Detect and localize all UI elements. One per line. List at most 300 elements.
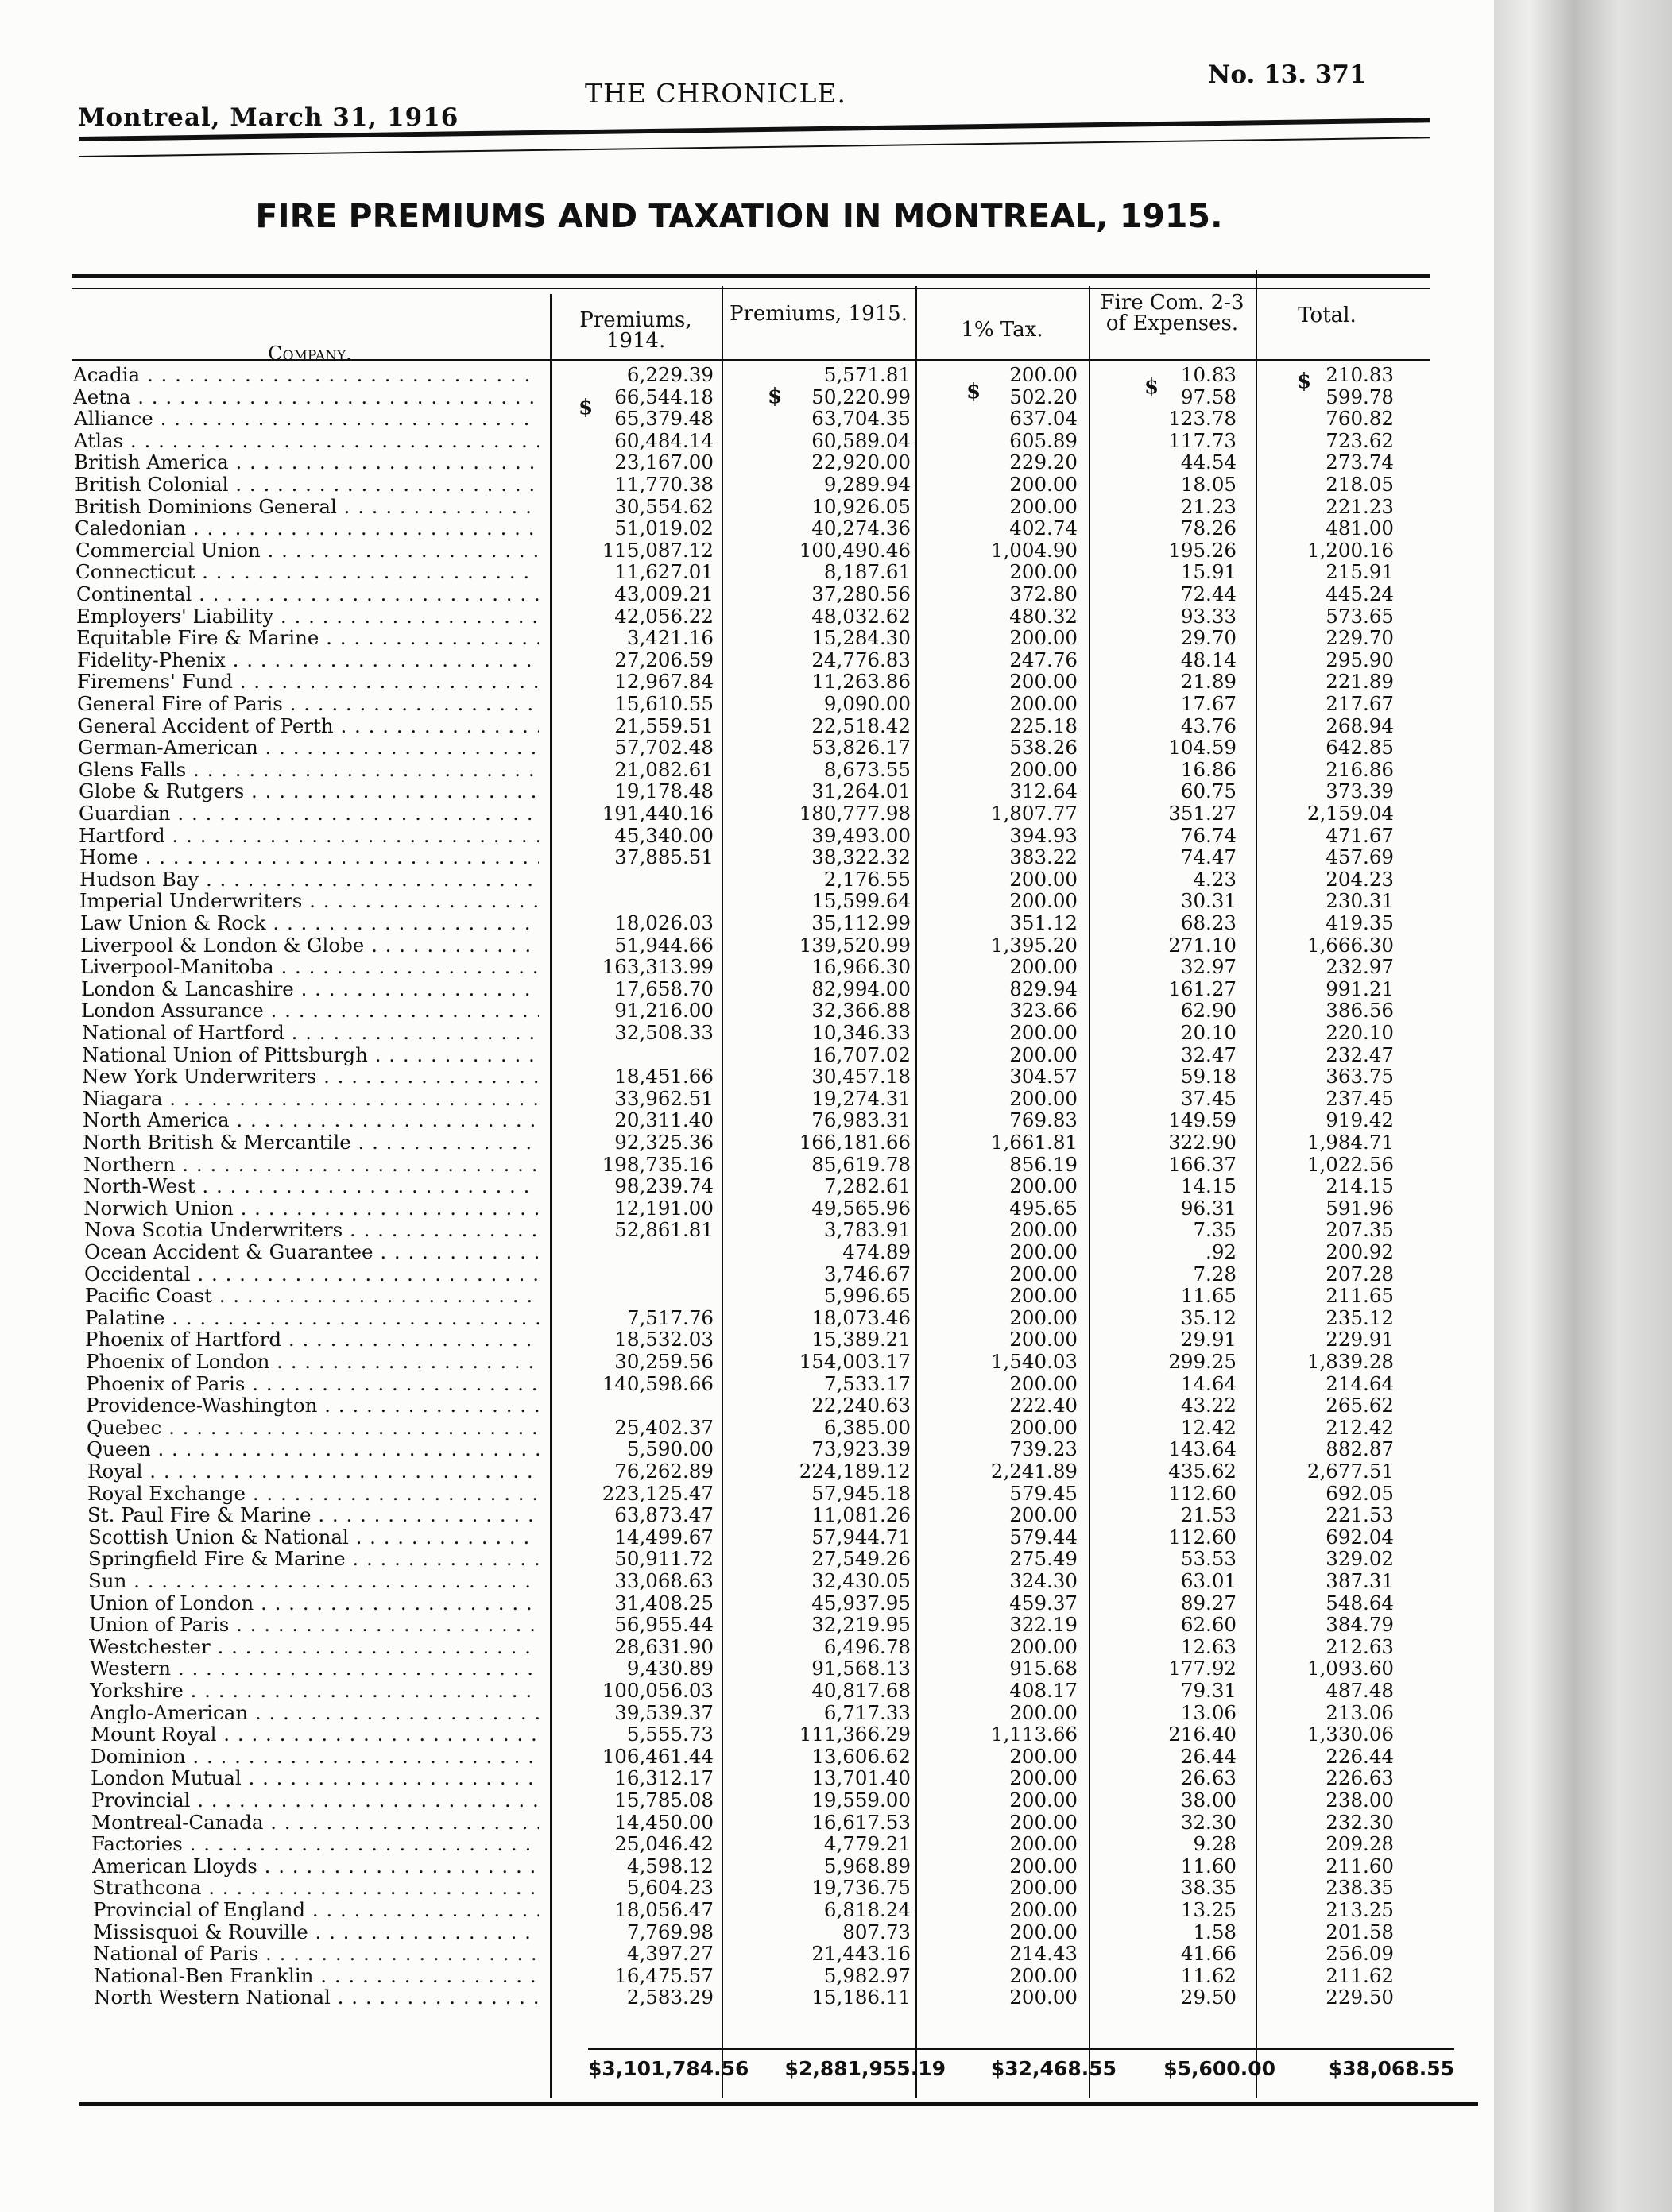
total-amount: 2,159.04 xyxy=(1306,802,1394,825)
fire-com-amount: 89.27 xyxy=(1180,1591,1237,1615)
premiums-1915: 82,994.00 xyxy=(811,976,911,1000)
company-name: Montreal-Canada . . . xyxy=(91,1812,539,1834)
bottom-rule xyxy=(79,2102,1478,2106)
fire-com-amount: 322.90 xyxy=(1168,1131,1237,1154)
premiums-1914: 198,735.16 xyxy=(602,1152,714,1176)
total-amount: 1,093.60 xyxy=(1306,1657,1394,1680)
total-amount: 363.75 xyxy=(1326,1065,1394,1089)
company-name: Acadia . . . xyxy=(73,364,539,386)
tax-amount: 200.00 xyxy=(1009,1832,1078,1856)
premiums-1914: 65,379.48 xyxy=(614,407,714,431)
premiums-1915: 10,346.33 xyxy=(811,1021,911,1044)
fire-com-amount: 123.78 xyxy=(1168,407,1237,431)
premiums-1914: 39,539.37 xyxy=(614,1700,714,1724)
tax-amount: 247.76 xyxy=(1009,648,1078,671)
fire-com-amount: 9.28 xyxy=(1193,1832,1237,1856)
premiums-1914: 5,604.23 xyxy=(626,1876,714,1900)
premiums-1915: 63,704.35 xyxy=(811,407,911,431)
tax-amount: 383.22 xyxy=(1009,845,1078,869)
total-premiums-1915: $2,881,955.19 xyxy=(784,2057,946,2080)
fire-com-amount: 32.97 xyxy=(1180,955,1237,979)
premiums-1914: 25,402.37 xyxy=(614,1415,714,1439)
premiums-1914: 45,340.00 xyxy=(614,823,714,847)
tax-amount: 200.00 xyxy=(1009,560,1078,584)
total-amount: 221.23 xyxy=(1326,494,1394,518)
col-header-fire-com: Fire Com. 2-3 of Expenses. xyxy=(1100,291,1244,335)
table-row xyxy=(0,1307,1478,1329)
total-amount: 723.62 xyxy=(1326,428,1394,452)
tax-amount: 200.00 xyxy=(1009,692,1078,715)
tax-amount: 637.04 xyxy=(1009,407,1078,431)
fire-com-amount: 21.23 xyxy=(1180,494,1237,518)
fire-com-amount: 29.91 xyxy=(1180,1328,1237,1352)
fire-com-amount: .92 xyxy=(1206,1240,1237,1263)
table-row xyxy=(0,1636,1478,1658)
col-header-company: Company. xyxy=(268,342,352,365)
premiums-1914: 76,262.89 xyxy=(614,1460,714,1483)
total-amount: 548.64 xyxy=(1326,1591,1394,1615)
table-row xyxy=(0,627,1478,649)
total-amount: 214.64 xyxy=(1326,1371,1394,1395)
table-row xyxy=(0,1154,1478,1176)
total-amount: 256.09 xyxy=(1326,1942,1394,1966)
company-name: North British & Mercantile . . . xyxy=(83,1131,539,1154)
issue-page-number: No. 13. 371 xyxy=(1208,60,1367,89)
company-name: Strathcona . . . xyxy=(92,1877,539,1899)
fire-com-amount: 16.86 xyxy=(1180,757,1237,781)
company-name: General Accident of Perth . . . xyxy=(78,715,539,737)
premiums-1914: 30,554.62 xyxy=(614,494,714,518)
tax-amount: 351.12 xyxy=(1009,911,1078,934)
company-name: Employers' Liability . . . xyxy=(76,605,539,628)
table-row xyxy=(0,715,1478,737)
premiums-1914: 16,312.17 xyxy=(614,1766,714,1790)
total-amount: 487.48 xyxy=(1326,1679,1394,1702)
total-amount: 1,666.30 xyxy=(1306,933,1394,957)
total-amount: 599.78 xyxy=(1326,385,1394,408)
tax-amount: 200.00 xyxy=(1009,955,1078,979)
tax-amount: 200.00 xyxy=(1009,1503,1078,1527)
fire-com-amount: 76.74 xyxy=(1180,823,1237,847)
company-name: Factories . . . xyxy=(91,1833,539,1855)
premiums-1915: 73,923.39 xyxy=(811,1437,911,1461)
premiums-1915: 53,826.17 xyxy=(811,736,911,760)
company-name: Aetna . . . xyxy=(73,386,539,408)
tax-amount: 312.64 xyxy=(1009,779,1078,803)
fire-com-amount: 30.31 xyxy=(1180,889,1237,913)
table-row xyxy=(0,1899,1478,1921)
premiums-1915: 15,284.30 xyxy=(811,626,911,650)
company-name: Connecticut . . . xyxy=(75,561,539,583)
table-row xyxy=(0,978,1478,1000)
total-amount: 419.35 xyxy=(1326,911,1394,934)
table-row xyxy=(0,430,1478,452)
tax-amount: 200.00 xyxy=(1009,1789,1078,1812)
fire-com-amount: 112.60 xyxy=(1168,1481,1237,1505)
fire-com-amount: 32.47 xyxy=(1180,1042,1237,1066)
premiums-1915: 16,966.30 xyxy=(811,955,911,979)
total-amount: 760.82 xyxy=(1326,407,1394,431)
total-fire-com: $5,600.00 xyxy=(1163,2057,1275,2080)
total-amount: 226.44 xyxy=(1326,1744,1394,1768)
total-premiums-1914: $3,101,784.56 xyxy=(588,2057,749,2080)
premiums-1915: 50,220.99 xyxy=(811,385,911,408)
table-row xyxy=(0,1943,1478,1965)
fire-com-amount: 29.50 xyxy=(1180,1986,1237,2009)
table-row xyxy=(0,956,1478,978)
total-amount: 229.50 xyxy=(1326,1986,1394,2009)
tax-amount: 200.00 xyxy=(1009,1963,1078,1987)
fire-com-amount: 21.89 xyxy=(1180,670,1237,694)
tax-amount: 200.00 xyxy=(1009,867,1078,891)
table-row xyxy=(0,1548,1478,1570)
total-amount: 919.42 xyxy=(1326,1108,1394,1132)
company-name: Scottish Union & National . . . xyxy=(88,1526,539,1549)
col-header-premiums-1914: Premiums, 1914. xyxy=(579,308,692,353)
table-row xyxy=(0,1131,1478,1154)
table-row xyxy=(0,780,1478,802)
fire-com-amount: 44.54 xyxy=(1180,451,1237,474)
company-name: Phoenix of Paris . . . xyxy=(86,1373,539,1395)
premiums-1915: 18,073.46 xyxy=(811,1305,911,1329)
company-name: Quebec . . . xyxy=(87,1417,539,1439)
fire-com-amount: 18.05 xyxy=(1180,473,1237,496)
tax-amount: 1,004.90 xyxy=(990,538,1078,562)
premiums-1914: 32,508.33 xyxy=(614,1021,714,1044)
company-name: Queen . . . xyxy=(87,1438,539,1460)
company-name: St. Paul Fire & Marine . . . xyxy=(87,1504,539,1526)
premiums-1914: 21,559.51 xyxy=(614,713,714,737)
fire-com-amount: 15.91 xyxy=(1180,560,1237,584)
premiums-1914: 52,861.81 xyxy=(614,1218,714,1242)
fire-com-amount: 195.26 xyxy=(1168,538,1237,562)
table-row xyxy=(0,1328,1478,1351)
premiums-1915: 45,937.95 xyxy=(811,1591,911,1615)
premiums-1915: 24,776.83 xyxy=(811,648,911,671)
company-name: North America . . . xyxy=(83,1109,539,1131)
table-row xyxy=(0,1394,1478,1417)
premiums-1914: 42,056.22 xyxy=(614,604,714,628)
company-name: General Fire of Paris . . . xyxy=(77,693,539,715)
table-row xyxy=(0,759,1478,781)
premiums-1914: 15,610.55 xyxy=(614,692,714,715)
table-row xyxy=(0,1812,1478,1834)
company-name: North Western National . . . xyxy=(94,1986,539,2009)
company-name: Guardian . . . xyxy=(79,802,539,825)
tax-amount: 200.00 xyxy=(1009,1634,1078,1658)
total-amount: 692.05 xyxy=(1326,1481,1394,1505)
running-head-date: Montreal, March 31, 1916 xyxy=(78,103,459,132)
total-amount: 1,984.71 xyxy=(1306,1131,1394,1154)
premiums-1915: 21,443.16 xyxy=(811,1942,911,1966)
company-name: Home . . . xyxy=(79,846,539,868)
table-row xyxy=(0,1109,1478,1131)
total-amount: 268.94 xyxy=(1326,713,1394,737)
tax-amount: 394.93 xyxy=(1009,823,1078,847)
total-amount: 201.58 xyxy=(1326,1920,1394,1943)
total-amount: 212.42 xyxy=(1326,1415,1394,1439)
total-amount: 232.30 xyxy=(1326,1810,1394,1834)
tax-amount: 480.32 xyxy=(1009,604,1078,628)
premiums-1915: 48,032.62 xyxy=(811,604,911,628)
premiums-1915: 180,777.98 xyxy=(799,802,911,825)
total-amount: 481.00 xyxy=(1326,516,1394,540)
fire-com-amount: 59.18 xyxy=(1180,1065,1237,1089)
company-name: Phoenix of Hartford . . . xyxy=(85,1328,539,1351)
company-name: Atlas . . . xyxy=(74,430,539,452)
tax-amount: 579.44 xyxy=(1009,1525,1078,1549)
premiums-1915: 9,090.00 xyxy=(823,692,911,715)
premiums-1915: 22,920.00 xyxy=(811,451,911,474)
fire-com-amount: 4.23 xyxy=(1193,867,1237,891)
tax-amount: 372.80 xyxy=(1009,582,1078,605)
premiums-1914: 3,421.16 xyxy=(626,626,714,650)
total-amount: 2,677.51 xyxy=(1306,1460,1394,1483)
total-amount: 212.63 xyxy=(1326,1634,1394,1658)
company-name: National of Paris . . . xyxy=(93,1943,539,1965)
premiums-1915: 807.73 xyxy=(842,1920,911,1943)
premiums-1914: 11,627.01 xyxy=(614,560,714,584)
fire-com-amount: 20.10 xyxy=(1180,1021,1237,1044)
premiums-1914: 63,873.47 xyxy=(614,1503,714,1527)
total-amount: 573.65 xyxy=(1326,604,1394,628)
total-amount: 232.47 xyxy=(1326,1042,1394,1066)
tax-amount: 459.37 xyxy=(1009,1591,1078,1615)
tax-amount: 200.00 xyxy=(1009,494,1078,518)
company-name: Norwich Union . . . xyxy=(83,1197,539,1220)
page-edge xyxy=(1494,0,1672,2212)
fire-com-amount: 21.53 xyxy=(1180,1503,1237,1527)
company-name: North-West . . . xyxy=(83,1175,539,1197)
company-name: Imperial Underwriters . . . xyxy=(79,890,539,912)
table-row xyxy=(0,1483,1478,1505)
tax-amount: 408.17 xyxy=(1009,1679,1078,1702)
premiums-1914: 115,087.12 xyxy=(602,538,714,562)
company-name: German-American . . . xyxy=(78,737,539,759)
company-name: Westchester . . . xyxy=(89,1636,539,1658)
total-amount: 386.56 xyxy=(1326,999,1394,1023)
table-row xyxy=(0,1044,1478,1066)
table-row xyxy=(0,1263,1478,1286)
company-name: Nova Scotia Underwriters . . . xyxy=(84,1219,539,1241)
premiums-1915: 6,496.78 xyxy=(823,1634,911,1658)
total-amount: 207.28 xyxy=(1326,1262,1394,1286)
premiums-1914: 7,769.98 xyxy=(626,1920,714,1943)
fire-com-amount: 53.53 xyxy=(1180,1547,1237,1571)
company-name: Firemens' Fund . . . xyxy=(77,671,539,693)
table-row xyxy=(0,671,1478,693)
table-row xyxy=(0,1657,1478,1680)
premiums-1914: 37,885.51 xyxy=(614,845,714,869)
premiums-1914: 50,911.72 xyxy=(614,1547,714,1571)
table-row xyxy=(0,868,1478,891)
total-amount: 642.85 xyxy=(1326,736,1394,760)
fire-com-amount: 1.58 xyxy=(1193,1920,1237,1943)
fire-com-amount: 271.10 xyxy=(1168,933,1237,957)
totals-row xyxy=(0,2055,1478,2083)
company-name: Western . . . xyxy=(90,1657,539,1680)
company-name: National Union of Pittsburgh . . . xyxy=(82,1044,539,1066)
company-name: American Lloyds . . . xyxy=(92,1855,539,1877)
tax-amount: 200.00 xyxy=(1009,1218,1078,1242)
fire-com-amount: 10.83 xyxy=(1180,363,1237,386)
company-name: Northern . . . xyxy=(83,1154,539,1176)
total-amount: 213.25 xyxy=(1326,1898,1394,1921)
premiums-1914: 56,955.44 xyxy=(614,1613,714,1637)
premiums-1915: 7,282.61 xyxy=(823,1174,911,1198)
premiums-1915: 13,701.40 xyxy=(811,1766,911,1790)
fire-com-amount: 48.14 xyxy=(1180,648,1237,671)
premiums-1914: 19,178.48 xyxy=(614,779,714,803)
tax-amount: 200.00 xyxy=(1009,1262,1078,1286)
table-row xyxy=(0,1614,1478,1636)
fire-com-amount: 38.35 xyxy=(1180,1876,1237,1900)
tax-amount: 200.00 xyxy=(1009,1042,1078,1066)
premiums-1914: 15,785.08 xyxy=(614,1789,714,1812)
company-name: National of Hartford . . . xyxy=(82,1022,539,1044)
premiums-1914: 5,555.73 xyxy=(626,1723,714,1746)
premiums-1915: 5,571.81 xyxy=(823,363,911,386)
header-rule-thin xyxy=(79,137,1430,157)
fire-com-amount: 68.23 xyxy=(1180,911,1237,934)
tax-amount: 200.00 xyxy=(1009,1328,1078,1352)
table-row xyxy=(0,451,1478,474)
premiums-1915: 35,112.99 xyxy=(811,911,911,934)
premiums-1915: 100,490.46 xyxy=(799,538,911,562)
table-row xyxy=(0,737,1478,759)
tax-amount: 739.23 xyxy=(1009,1437,1078,1461)
premiums-1915: 91,568.13 xyxy=(811,1657,911,1680)
total-amount: 204.23 xyxy=(1326,867,1394,891)
company-name: Alliance . . . xyxy=(74,408,539,430)
tax-amount: 200.00 xyxy=(1009,1174,1078,1198)
premiums-1914: 12,967.84 xyxy=(614,670,714,694)
total-amount: 211.62 xyxy=(1326,1963,1394,1987)
table-row xyxy=(0,1065,1478,1088)
fire-com-amount: 26.44 xyxy=(1180,1744,1237,1768)
tax-amount: 1,661.81 xyxy=(990,1131,1078,1154)
fire-com-amount: 112.60 xyxy=(1168,1525,1237,1549)
col-header-tax: 1% Tax. xyxy=(961,318,1043,342)
premiums-1915: 32,219.95 xyxy=(811,1613,911,1637)
premiums-1914: 4,598.12 xyxy=(626,1854,714,1877)
fire-com-amount: 72.44 xyxy=(1180,582,1237,605)
company-name: Liverpool & London & Globe . . . xyxy=(80,934,539,957)
total-amount: 213.06 xyxy=(1326,1700,1394,1724)
premiums-1914: 30,259.56 xyxy=(614,1350,714,1373)
fire-com-amount: 11.62 xyxy=(1180,1963,1237,1987)
fire-com-amount: 7.35 xyxy=(1193,1218,1237,1242)
table-row xyxy=(0,1921,1478,1943)
table-row xyxy=(0,1526,1478,1549)
company-name: New York Underwriters . . . xyxy=(82,1065,539,1088)
tax-amount: 222.40 xyxy=(1009,1394,1078,1417)
tax-amount: 200.00 xyxy=(1009,1810,1078,1834)
premiums-1915: 166,181.66 xyxy=(799,1131,911,1154)
company-name: British America . . . xyxy=(74,451,539,474)
total-amount: 237.45 xyxy=(1326,1086,1394,1110)
tax-amount: 200.00 xyxy=(1009,1240,1078,1263)
company-name: National-Ben Franklin . . . xyxy=(94,1965,539,1987)
premiums-1915: 11,081.26 xyxy=(811,1503,911,1527)
tax-amount: 1,807.77 xyxy=(990,802,1078,825)
premiums-1915: 3,746.67 xyxy=(823,1262,911,1286)
company-name: Liverpool-Manitoba . . . xyxy=(80,956,539,978)
company-name: Mount Royal . . . xyxy=(91,1723,539,1746)
total-amount: 220.10 xyxy=(1326,1021,1394,1044)
premiums-1915: 22,240.63 xyxy=(811,1394,911,1417)
premiums-1914: 17,658.70 xyxy=(614,976,714,1000)
total-amount: 221.53 xyxy=(1326,1503,1394,1527)
tax-amount: 579.45 xyxy=(1009,1481,1078,1505)
tax-amount: 323.66 xyxy=(1009,999,1078,1023)
premiums-1915: 139,520.99 xyxy=(799,933,911,957)
table-row xyxy=(0,1197,1478,1220)
premiums-1915: 49,565.96 xyxy=(811,1196,911,1220)
company-name: British Colonial . . . xyxy=(75,474,539,496)
tax-amount: 200.00 xyxy=(1009,1700,1078,1724)
total-amount: 230.31 xyxy=(1326,889,1394,913)
journal-title: THE CHRONICLE. xyxy=(585,78,846,109)
table-row xyxy=(0,1723,1478,1746)
table-row xyxy=(0,825,1478,847)
fire-com-amount: 26.63 xyxy=(1180,1766,1237,1790)
tax-amount: 200.00 xyxy=(1009,1766,1078,1790)
premiums-1915: 7,533.17 xyxy=(823,1371,911,1395)
company-name: Royal . . . xyxy=(87,1460,539,1483)
tax-amount: 829.94 xyxy=(1009,976,1078,1000)
premiums-1914: 100,056.03 xyxy=(602,1679,714,1702)
table-row xyxy=(0,561,1478,583)
page-title: FIRE PREMIUMS AND TAXATION IN MONTREAL, 1915. xyxy=(255,197,1223,235)
premiums-1915: 474.89 xyxy=(842,1240,911,1263)
total-amount: 692.04 xyxy=(1326,1525,1394,1549)
tax-amount: 200.00 xyxy=(1009,626,1078,650)
premiums-1914: 33,962.51 xyxy=(614,1086,714,1110)
currency-symbol: $ xyxy=(1144,375,1159,399)
total-amount: 235.12 xyxy=(1326,1305,1394,1329)
premiums-1915: 4,779.21 xyxy=(823,1832,911,1856)
table-row xyxy=(0,1965,1478,1987)
tax-amount: 200.00 xyxy=(1009,1021,1078,1044)
premiums-1915: 5,996.65 xyxy=(823,1284,911,1308)
premiums-1915: 154,003.17 xyxy=(799,1350,911,1373)
company-name: Phoenix of London . . . xyxy=(86,1351,539,1373)
total-amount: 295.90 xyxy=(1326,648,1394,671)
premiums-1915: 15,599.64 xyxy=(811,889,911,913)
premiums-1914: 43,009.21 xyxy=(614,582,714,605)
premiums-1914: 57,702.48 xyxy=(614,736,714,760)
tax-amount: 304.57 xyxy=(1009,1065,1078,1089)
premiums-1914: 9,430.89 xyxy=(626,1657,714,1680)
premiums-1915: 5,968.89 xyxy=(823,1854,911,1877)
premiums-1914: 28,631.90 xyxy=(614,1634,714,1658)
premiums-1914: 18,532.03 xyxy=(614,1328,714,1352)
fire-com-amount: 74.47 xyxy=(1180,845,1237,869)
table-top-rule-thin xyxy=(72,288,1430,289)
premiums-1914: 14,499.67 xyxy=(614,1525,714,1549)
company-name: Royal Exchange . . . xyxy=(87,1483,539,1505)
tax-amount: 2,241.89 xyxy=(990,1460,1078,1483)
company-name: Commercial Union . . . xyxy=(75,539,539,562)
premiums-1914: 140,598.66 xyxy=(602,1371,714,1395)
table-row xyxy=(0,1351,1478,1373)
table-row xyxy=(0,605,1478,628)
premiums-1914: 18,056.47 xyxy=(614,1898,714,1921)
total-amount: 229.70 xyxy=(1326,626,1394,650)
total-tax: $32,468.55 xyxy=(990,2057,1117,2080)
total-amount: 1,200.16 xyxy=(1306,538,1394,562)
